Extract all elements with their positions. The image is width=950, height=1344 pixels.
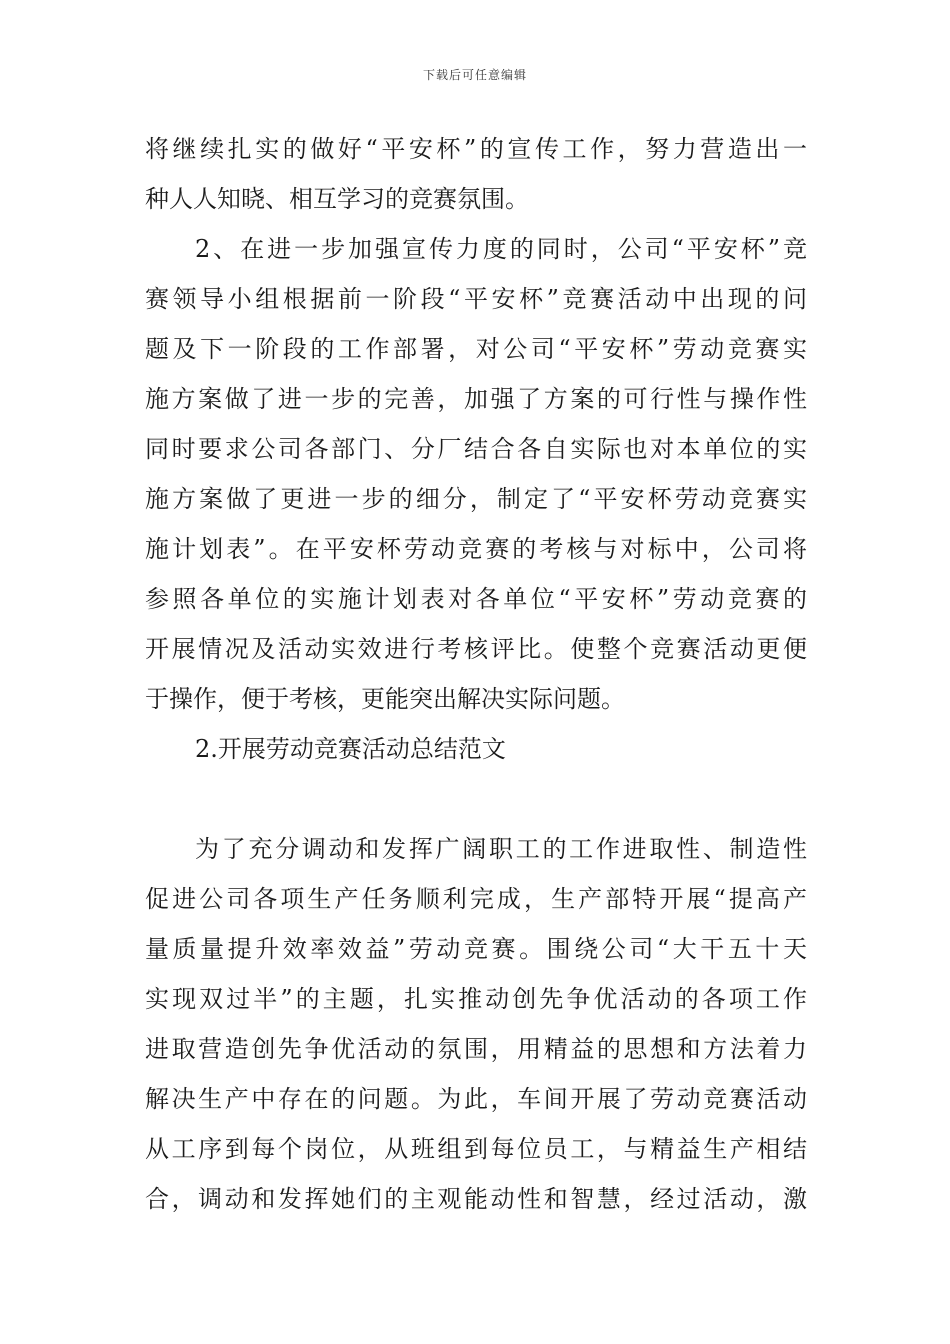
text-line: 从工序到每个岗位，从班组到每位员工，与精益生产相结 — [145, 1135, 807, 1163]
text-line: 量质量提升效率效益”劳动竞赛。围绕公司“大干五十天 — [145, 935, 807, 963]
text-line: 赛领导小组根据前一阶段“平安杯”竞赛活动中出现的问 — [145, 285, 807, 313]
text-line: 解决生产中存在的问题。为此，车间开展了劳动竞赛活动 — [145, 1085, 807, 1113]
text-line: 合，调动和发挥她们的主观能动性和智慧，经过活动，激 — [145, 1185, 807, 1213]
text-line: 题及下一阶段的工作部署，对公司“平安杯”劳动竞赛实 — [145, 335, 807, 363]
text-line: 同时要求公司各部门、分厂结合各自实际也对本单位的实 — [145, 435, 807, 463]
text-line: 进取营造创先争优活动的氛围，用精益的思想和方法着力 — [145, 1035, 807, 1063]
text-line: 实现双过半”的主题，扎实推动创先争优活动的各项工作 — [145, 985, 807, 1013]
text-line: 将继续扎实的做好“平安杯”的宣传工作，努力营造出一 — [145, 135, 807, 163]
page-header: 下载后可任意编辑 — [422, 68, 527, 82]
text-line: 施计划表”。在平安杯劳动竞赛的考核与对标中，公司将 — [145, 535, 807, 563]
paragraph-spacer — [145, 774, 807, 824]
text-line: 施方案做了更进一步的细分，制定了“平安杯劳动竞赛实 — [145, 485, 807, 513]
text-line: 种人人知晓、相互学习的竞赛氛围。 — [145, 185, 529, 213]
text-line: 开展情况及活动实效进行考核评比。使整个竞赛活动更便 — [145, 635, 807, 663]
text-line: 2、在进一步加强宣传力度的同时，公司“平安杯”竞 — [195, 235, 807, 263]
text-line: 施方案做了进一步的完善，加强了方案的可行性与操作性 — [145, 385, 807, 413]
section-heading: 2.开展劳动竞赛活动总结范文 — [195, 735, 506, 763]
text-line: 参照各单位的实施计划表对各单位“平安杯”劳动竞赛的 — [145, 585, 807, 613]
document-body — [145, 124, 807, 1224]
text-line: 为了充分调动和发挥广阔职工的工作进取性、制造性 — [195, 835, 807, 863]
text-line: 促进公司各项生产任务顺利完成，生产部特开展“提高产 — [145, 885, 807, 913]
text-line: 于操作，便于考核，更能突出解决实际问题。 — [145, 685, 625, 713]
